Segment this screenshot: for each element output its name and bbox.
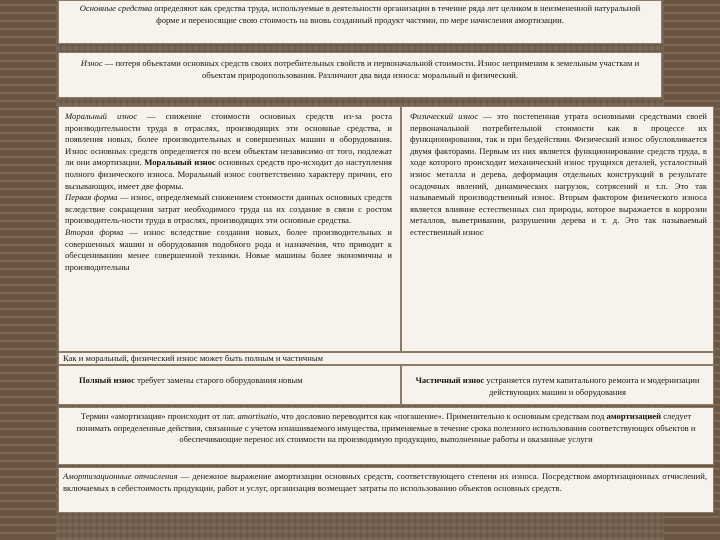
wear-definition [58, 52, 662, 98]
partial-wear-text: устраняется путем капитального ремонта и модернизации действующих машин и оборудования [484, 375, 700, 397]
moral-wear-panel [58, 106, 401, 352]
deductions-text: — денежное выражение амортизации основных средств, соответствующего степени их износа. Посредством амортизационных отчислений, включаемых в себестоимость продукции, работ и услуг, организация возмещает затраты по использованию объектов основных средств. [63, 471, 707, 493]
full-partial-strip [58, 352, 714, 365]
amort-text-1: Термин «амортизация» происходит от лат. [80, 411, 238, 421]
partial-wear-panel [401, 365, 714, 405]
wear-text: — потеря объектами основных средств своих потребительных свойств и первоначальной стоимости. Износ неприменим к земельным участкам и объектам природопользования. Различают два вида износа: моральный и физический. [102, 58, 640, 80]
amort-latin: amortisatio [237, 411, 278, 421]
full-partial-text: Как и моральный, физический износ может быть полным и частичным [63, 353, 324, 363]
deductions-term: Амортизационные отчисления [63, 471, 178, 481]
fixed-assets-definition [58, 0, 662, 44]
full-wear-term: Полный износ [79, 375, 135, 385]
full-wear-text: требует замены старого оборудования новым [134, 375, 303, 385]
full-wear-panel [58, 365, 401, 405]
partial-wear-term: Частичный износ [415, 375, 485, 385]
first-form-text: — износ, определяемый снижением стоимости данных основных средств вследствие сокращения затрат необходимого труда на их создание в связи с ростом производитель-ности труда в отраслях, производящих эти основные средства. [65, 192, 392, 226]
physical-wear-text: — это постепенная утрата основными средствами своей первоначальной потребительной стоимости как в процессе их функционирования, так и при бездействии. Физический износ обусловливается двумя факторами. Первым из них является функционирование средств труда, в ходе которого происходит механический износ трущихся деталей, усталостный износ металла и дерева, деформация отдельных конструкций в результате осадочных явлений, динамических нагрузок, сотрясений и т.п. Это так называемый производственный износ. Вторым фактором физического износа является влияние естественных сил природы, которое выражается в коррозии металлов, выветривании, разрушении дерева и т. д. Это так называемый естественный износ [410, 111, 707, 237]
left-border-decoration [0, 0, 56, 540]
amort-text-2: , что дословно переводится как «погашение». Применительно к основным средствам под [277, 411, 607, 421]
second-form-term: Вторая форма [65, 226, 124, 237]
amort-text-3: следует понимать определенные действия, связанные с учетом изнашиваемого имущества, применяемые в течение срока полезного использования соответствующих объектов и обеспечивающие перенос их стоимости на производимую продукцию, выполненные работы и оказанные услуги [76, 411, 696, 445]
amort-bold: амортизацией [606, 411, 662, 421]
moral-wear-text: — снижение стоимости основных средств из-за роста производительности труда в отраслях, производящих эти основные средства, и появления новых, более производительных и совершенных машин и оборудования. Износ основных средств определяется по всем объектам независимо от того, подлежат ли они амортизации. [65, 111, 393, 168]
physical-wear-term: Физический износ [410, 111, 479, 121]
second-form-text: — износ вследствие создания новых, более производительных и совершенных машин и оборудования подобного рода и назначения, что приводит к обесцениванию менее совершенной техники. Новые машины более экономичны и производительны [65, 226, 393, 272]
first-form-term: Первая форма [65, 192, 118, 203]
moral-wear-term: Моральный износ [65, 111, 138, 121]
moral-wear-tail: основных средств про-исходит до наступления полного физического износа. Моральный износ соответственно характеру причин, его вызывающих, имеет две формы. [65, 157, 392, 191]
wear-term: Износ [80, 58, 103, 68]
moral-wear-bold: Моральный износ [144, 157, 216, 168]
fixed-assets-term: Основные средства [79, 3, 153, 13]
amortization-definition [58, 407, 714, 465]
fixed-assets-text: определяют как средства труда, используемые в деятельности организации в течение ряда лет целиком в неизмененной натуральной форме и переносящие свою стоимость на вновь созданный продукт частями, по мере начисления амортизации. [152, 3, 641, 25]
depreciation-deductions [58, 467, 714, 513]
physical-wear-panel [401, 106, 714, 352]
